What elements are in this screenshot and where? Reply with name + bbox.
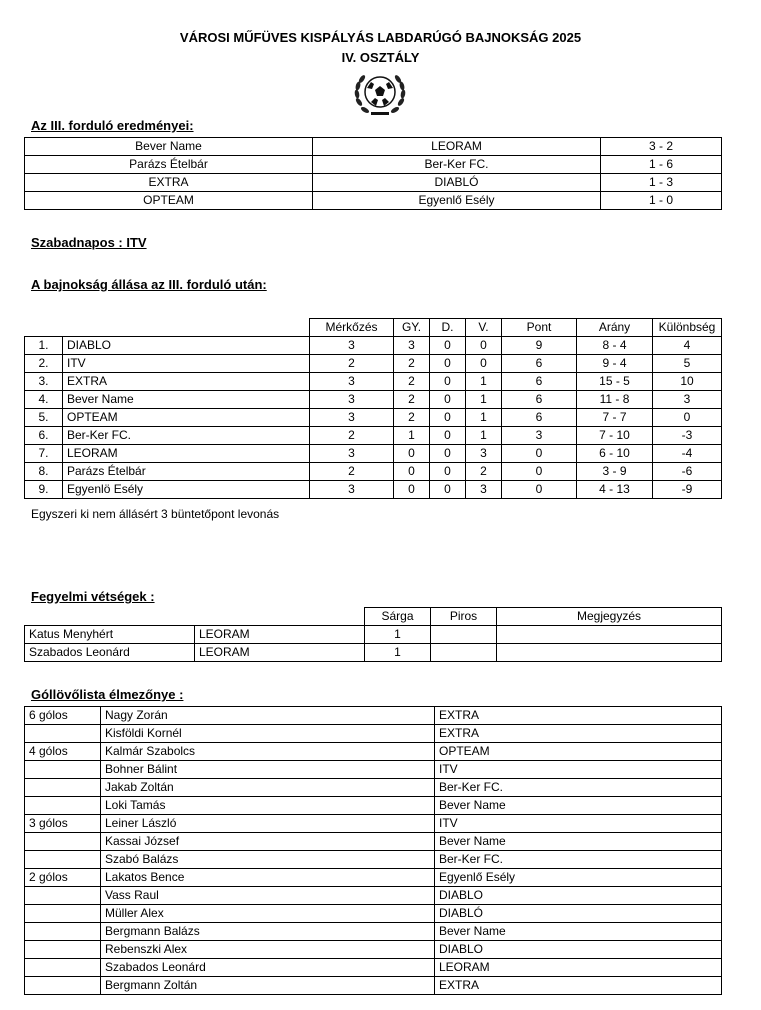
position: 6. [25, 427, 63, 445]
goal-count [25, 725, 101, 743]
penalty-note: Egyszeri ki nem állásért 3 büntetőpont levonás [31, 507, 280, 521]
wins: 2 [394, 355, 430, 373]
losses: 1 [466, 409, 502, 427]
match-score: 1 - 0 [601, 192, 722, 210]
team-name: ITV [63, 355, 310, 373]
points: 0 [502, 445, 577, 463]
draws: 0 [430, 445, 466, 463]
goal-difference: 0 [653, 409, 722, 427]
team-name: DIABLO [63, 337, 310, 355]
col-header: Különbség [653, 319, 722, 337]
goal-difference: -4 [653, 445, 722, 463]
team-name: Bever Name [435, 833, 722, 851]
matches-played: 3 [310, 445, 394, 463]
standings-row [25, 391, 722, 409]
goal-ratio: 9 - 4 [577, 355, 653, 373]
col-header: GY. [394, 319, 430, 337]
team-name: Parázs Ételbár [63, 463, 310, 481]
goal-count [25, 833, 101, 851]
team-name: DIABLO [435, 887, 722, 905]
team-name: Bever Name [435, 797, 722, 815]
losses: 0 [466, 337, 502, 355]
col-header: Sárga [365, 608, 431, 626]
scorer-row [25, 833, 722, 851]
goal-difference: 3 [653, 391, 722, 409]
away-team: Egyenlő Esély [313, 192, 601, 210]
player-name: Kassai József [101, 833, 435, 851]
yellow-cards: 1 [365, 644, 431, 662]
scorer-row [25, 707, 722, 725]
wins: 0 [394, 481, 430, 499]
team-name: Bever Name [435, 923, 722, 941]
player-name: Rebenszki Alex [101, 941, 435, 959]
standings-table [24, 318, 722, 499]
team-name: Ber-Ker FC. [435, 779, 722, 797]
team-name: DIABLO [435, 941, 722, 959]
document-subtitle: IV. OSZTÁLY [341, 50, 420, 65]
scorer-row [25, 815, 722, 833]
result-row [25, 138, 722, 156]
discipline-table [24, 607, 722, 662]
scorer-row [25, 779, 722, 797]
scorer-row [25, 743, 722, 761]
team-name: LEORAM [435, 959, 722, 977]
losses: 1 [466, 427, 502, 445]
remark [497, 626, 722, 644]
goal-ratio: 6 - 10 [577, 445, 653, 463]
goal-ratio: 11 - 8 [577, 391, 653, 409]
points: 0 [502, 481, 577, 499]
team-name: Ber-Ker FC. [63, 427, 310, 445]
discipline-row [25, 644, 722, 662]
player-name: Vass Raul [101, 887, 435, 905]
wins: 0 [394, 463, 430, 481]
goal-difference: -6 [653, 463, 722, 481]
goal-ratio: 3 - 9 [577, 463, 653, 481]
col-header: D. [430, 319, 466, 337]
matches-played: 2 [310, 355, 394, 373]
remark [497, 644, 722, 662]
points: 6 [502, 373, 577, 391]
player-name: Kalmár Szabolcs [101, 743, 435, 761]
matches-played: 2 [310, 427, 394, 445]
col-header: V. [466, 319, 502, 337]
team-name: LEORAM [195, 644, 365, 662]
team-name: OPTEAM [63, 409, 310, 427]
goal-count: 6 gólos [25, 707, 101, 725]
goal-count [25, 887, 101, 905]
position: 2. [25, 355, 63, 373]
points: 3 [502, 427, 577, 445]
goal-count [25, 923, 101, 941]
standings-row [25, 445, 722, 463]
losses: 3 [466, 481, 502, 499]
losses: 1 [466, 391, 502, 409]
player-name: Katus Menyhért [25, 626, 195, 644]
scorers-heading: Góllövőlista élmezőnye : [31, 687, 184, 702]
yellow-cards: 1 [365, 626, 431, 644]
document-title: VÁROSI MŰFÜVES KISPÁLYÁS LABDARÚGÓ BAJNOKSÁG 2025 [179, 30, 582, 45]
player-name: Loki Tamás [101, 797, 435, 815]
position: 5. [25, 409, 63, 427]
goal-count [25, 959, 101, 977]
standings-row [25, 463, 722, 481]
wins: 2 [394, 391, 430, 409]
scorer-row [25, 797, 722, 815]
player-name: Bergmann Zoltán [101, 977, 435, 995]
team-name: ITV [435, 761, 722, 779]
results-table [24, 137, 722, 210]
result-row [25, 174, 722, 192]
matches-played: 3 [310, 391, 394, 409]
draws: 0 [430, 391, 466, 409]
goal-ratio: 4 - 13 [577, 481, 653, 499]
wins: 2 [394, 373, 430, 391]
wins: 1 [394, 427, 430, 445]
goal-count [25, 779, 101, 797]
goal-count: 3 gólos [25, 815, 101, 833]
player-name: Bergmann Balázs [101, 923, 435, 941]
scorer-row [25, 905, 722, 923]
scorer-row [25, 869, 722, 887]
goal-count [25, 905, 101, 923]
team-name: EXTRA [435, 707, 722, 725]
position: 8. [25, 463, 63, 481]
away-team: DIABLÓ [313, 174, 601, 192]
scorer-row [25, 761, 722, 779]
bye-text: Szabadnapos : ITV [31, 235, 147, 250]
col-header: Megjegyzés [497, 608, 722, 626]
team-name: ITV [435, 815, 722, 833]
losses: 2 [466, 463, 502, 481]
scorers-table [24, 706, 722, 995]
away-team: LEORAM [313, 138, 601, 156]
losses: 0 [466, 355, 502, 373]
goal-ratio: 8 - 4 [577, 337, 653, 355]
team-name: Ber-Ker FC. [435, 851, 722, 869]
player-name: Leiner László [101, 815, 435, 833]
goal-count [25, 797, 101, 815]
team-name: EXTRA [435, 977, 722, 995]
team-name: OPTEAM [435, 743, 722, 761]
col-header: Mérkőzés [310, 319, 394, 337]
standings-row [25, 409, 722, 427]
player-name: Szabados Leonárd [25, 644, 195, 662]
draws: 0 [430, 481, 466, 499]
scorer-row [25, 959, 722, 977]
wins: 3 [394, 337, 430, 355]
standings-heading: A bajnokság állása az III. forduló után: [31, 277, 267, 292]
goal-count [25, 761, 101, 779]
discipline-row [25, 626, 722, 644]
team-name: Egyenlő Esély [435, 869, 722, 887]
team-name: Bever Name [63, 391, 310, 409]
draws: 0 [430, 427, 466, 445]
soccer-ball-laurel-icon [353, 68, 407, 120]
away-team: Ber-Ker FC. [313, 156, 601, 174]
standings-row [25, 355, 722, 373]
matches-played: 2 [310, 463, 394, 481]
team-name: LEORAM [195, 626, 365, 644]
points: 9 [502, 337, 577, 355]
draws: 0 [430, 463, 466, 481]
points: 6 [502, 391, 577, 409]
red-cards [431, 626, 497, 644]
standings-row [25, 337, 722, 355]
player-name: Kisföldi Kornél [101, 725, 435, 743]
position: 9. [25, 481, 63, 499]
player-name: Lakatos Bence [101, 869, 435, 887]
goal-difference: 4 [653, 337, 722, 355]
match-score: 1 - 6 [601, 156, 722, 174]
goal-difference: 5 [653, 355, 722, 373]
goal-ratio: 15 - 5 [577, 373, 653, 391]
goal-difference: 10 [653, 373, 722, 391]
player-name: Nagy Zorán [101, 707, 435, 725]
wins: 2 [394, 409, 430, 427]
col-header: Arány [577, 319, 653, 337]
position: 1. [25, 337, 63, 355]
losses: 3 [466, 445, 502, 463]
team-name: EXTRA [435, 725, 722, 743]
home-team: OPTEAM [25, 192, 313, 210]
goal-count [25, 851, 101, 869]
scorer-row [25, 941, 722, 959]
discipline-heading: Fegyelmi vétségek : [31, 589, 155, 604]
draws: 0 [430, 355, 466, 373]
position: 7. [25, 445, 63, 463]
wins: 0 [394, 445, 430, 463]
points: 6 [502, 355, 577, 373]
player-name: Jakab Zoltán [101, 779, 435, 797]
draws: 0 [430, 373, 466, 391]
matches-played: 3 [310, 373, 394, 391]
player-name: Müller Alex [101, 905, 435, 923]
position: 3. [25, 373, 63, 391]
player-name: Bohner Bálint [101, 761, 435, 779]
goal-difference: -9 [653, 481, 722, 499]
match-score: 3 - 2 [601, 138, 722, 156]
losses: 1 [466, 373, 502, 391]
match-score: 1 - 3 [601, 174, 722, 192]
matches-played: 3 [310, 337, 394, 355]
col-header: Pont [502, 319, 577, 337]
scorer-row [25, 887, 722, 905]
draws: 0 [430, 337, 466, 355]
scorer-row [25, 725, 722, 743]
result-row [25, 192, 722, 210]
team-name: LEORAM [63, 445, 310, 463]
scorer-row [25, 851, 722, 869]
scorer-row [25, 923, 722, 941]
points: 6 [502, 409, 577, 427]
home-team: Parázs Ételbár [25, 156, 313, 174]
team-name: DIABLÓ [435, 905, 722, 923]
home-team: EXTRA [25, 174, 313, 192]
team-name: EXTRA [63, 373, 310, 391]
goal-difference: -3 [653, 427, 722, 445]
matches-played: 3 [310, 409, 394, 427]
points: 0 [502, 463, 577, 481]
col-header: Piros [431, 608, 497, 626]
standings-row [25, 373, 722, 391]
goal-ratio: 7 - 7 [577, 409, 653, 427]
goal-count: 4 gólos [25, 743, 101, 761]
scorer-row [25, 977, 722, 995]
goal-count [25, 941, 101, 959]
standings-row [25, 427, 722, 445]
goal-count [25, 977, 101, 995]
player-name: Szabados Leonárd [101, 959, 435, 977]
goal-ratio: 7 - 10 [577, 427, 653, 445]
draws: 0 [430, 409, 466, 427]
results-heading: Az III. forduló eredményei: [31, 118, 194, 133]
standings-row [25, 481, 722, 499]
player-name: Szabó Balázs [101, 851, 435, 869]
home-team: Bever Name [25, 138, 313, 156]
result-row [25, 156, 722, 174]
goal-count: 2 gólos [25, 869, 101, 887]
red-cards [431, 644, 497, 662]
position: 4. [25, 391, 63, 409]
matches-played: 3 [310, 481, 394, 499]
team-name: Egyenlö Esély [63, 481, 310, 499]
